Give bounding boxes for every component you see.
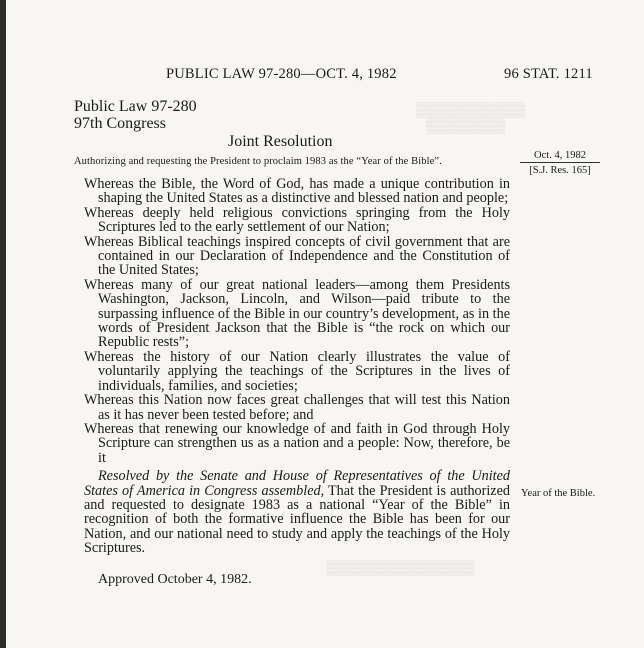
whereas-clause: Whereas that renewing our knowledge of and faith in God through Holy Scripture can strengthen us as a nation and a people: Now, therefore, be it — [84, 420, 510, 466]
document-page — [6, 0, 644, 648]
joint-resolution-heading: Joint Resolution — [228, 133, 333, 150]
whereas-clause: Whereas many of our great national leaders—among them Presidents Washington, Jackson, Lincoln, and Wilson—paid tribute to the surpassing influence of the Bible in our country’s development, as in the words of President Jackson that the Bible is “the rock on which our Republic rests”; — [84, 276, 510, 351]
resolved-enacting-phrase: Resolved by the Senate and House of Representatives of the United States of America in Congress assembled, — [84, 468, 510, 499]
whereas-clause: Whereas the Bible, the Word of God, has made a unique contribution in shaping the United States as a distinctive and blessed nation and people; — [84, 176, 510, 207]
stat-header: 96 STAT. 1211 — [504, 66, 593, 82]
resolution-body — [84, 177, 510, 556]
resolved-text: That the President is authorized and requested to designate 1983 as a national “Year of the Bible” in recognition of both the formative influence the Bible has been for our Nation, and our national need to study and apply the teachings of the Holy Scriptures. — [84, 482, 510, 557]
congress-number: 97th Congress — [74, 115, 166, 132]
margin-note: Year of the Bible. — [521, 488, 596, 499]
margin-resolution-number: [S.J. Res. 165] — [529, 165, 591, 176]
margin-date: Oct. 4, 1982 — [520, 150, 600, 163]
whereas-clause: Whereas this Nation now faces great challenges that will test this Nation as it has never been tested before; and — [84, 392, 510, 423]
whereas-clause: Whereas deeply held religious convictions springing from the Holy Scriptures led to the early settlement of our Nation; — [84, 204, 510, 236]
bleed-through-text: ▒▒▒▒▒▒▒▒ — [426, 119, 506, 134]
bleed-through-text: ▒▒▒▒▒▒▒▒▒▒▒▒▒▒▒ — [326, 561, 475, 576]
margin-date-block — [520, 150, 600, 176]
law-header: PUBLIC LAW 97-280—OCT. 4, 1982 — [166, 66, 397, 82]
resolved-clause — [84, 469, 510, 555]
law-identification — [74, 98, 197, 132]
public-law-number: Public Law 97-280 — [74, 98, 197, 115]
whereas-clause: Whereas the history of our Nation clearly illustrates the value of voluntarily applying the teachings of the Scriptures in the lives of individuals, families, and societies; — [84, 348, 510, 394]
resolution-purpose: Authorizing and requesting the President to proclaim 1983 as the “Year of the Bible”. — [74, 156, 442, 167]
bleed-through-text: ▒▒▒▒▒▒▒▒▒▒▒ — [416, 103, 526, 118]
approval-line: Approved October 4, 1982. — [98, 572, 252, 587]
whereas-clause: Whereas Biblical teachings inspired concepts of civil government that are contained in our Declaration of Independence and the Constitution of the United States; — [84, 233, 510, 279]
